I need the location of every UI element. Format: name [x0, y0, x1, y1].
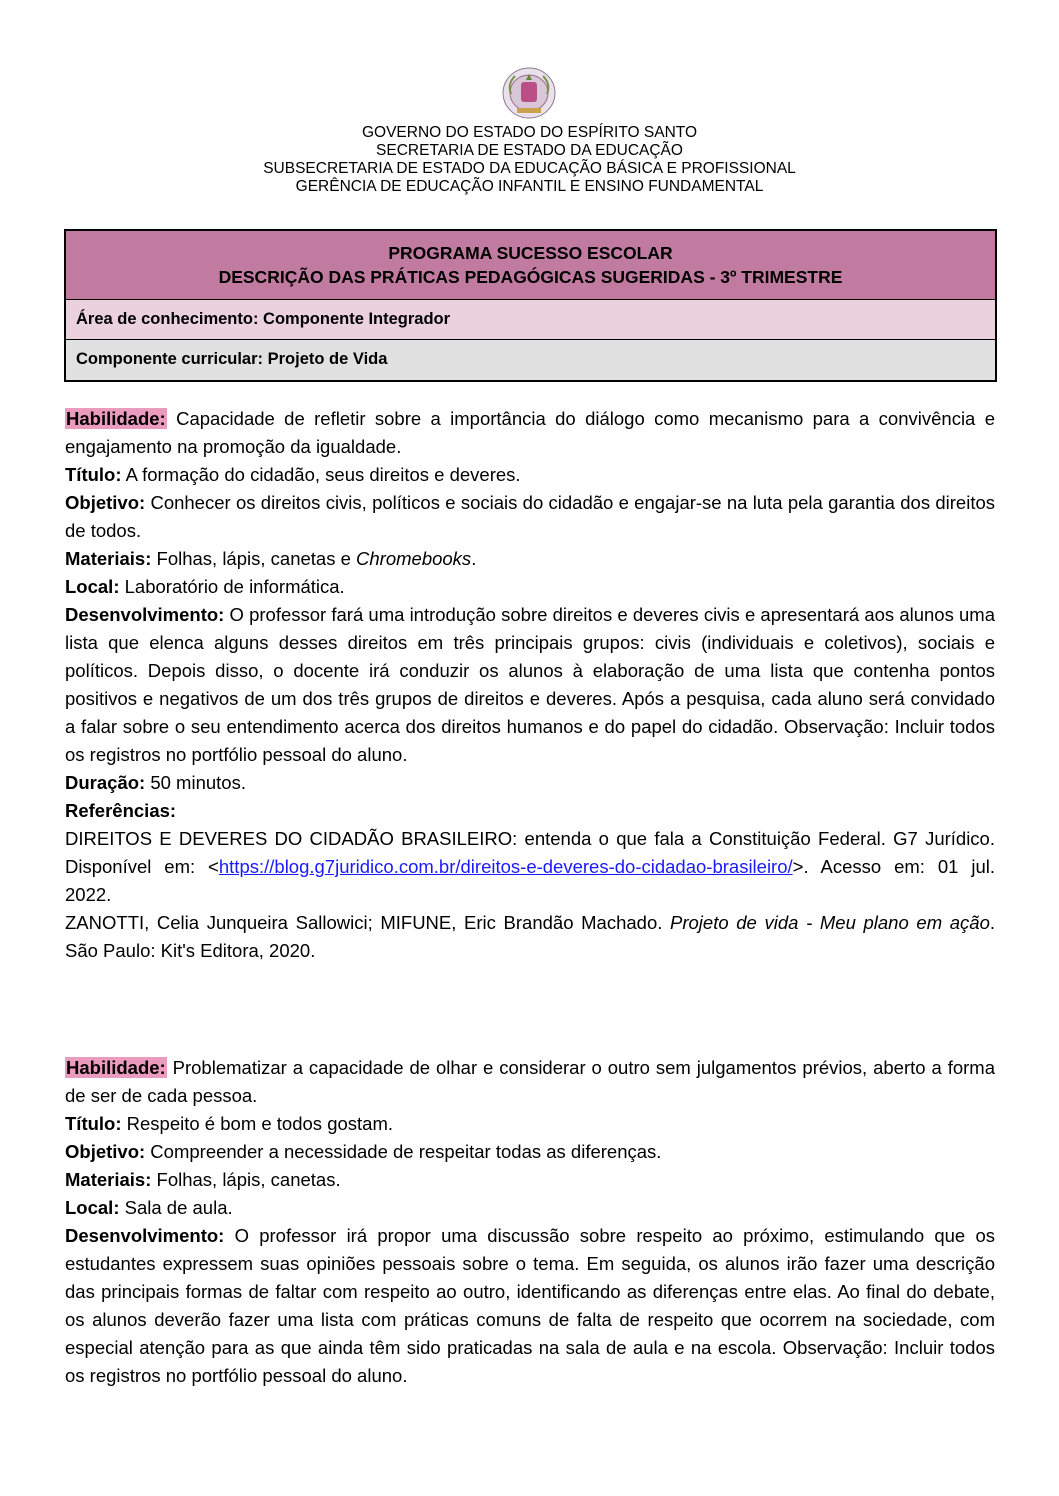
activity-2-development — [65, 1222, 995, 1390]
reference-2-italic: Projeto de vida - Meu plano em ação — [670, 912, 990, 933]
development-text: O professor irá propor uma discussão sobre respeito ao próximo, estimulando que os estudantes expressem suas opiniões pessoais sobre o tema. Em seguida, os alunos irão fazer uma descrição das principais formas de faltar com respeito ao outro, identificando as diferenças entre elas. Ao final do debate, os alunos deverão fazer uma lista com práticas comuns de falta de respeito que ocorrem na sociedade, com especial atenção para as que ainda têm sido praticadas na sala de aula e na escola. Observação: Incluir todos os registros no portfólio pessoal do aluno. — [65, 1225, 995, 1386]
header-line-3: SUBSECRETARIA DE ESTADO DA EDUCAÇÃO BÁSICA E PROFISSIONAL — [263, 160, 796, 177]
location-text: Laboratório de informática. — [119, 576, 345, 597]
skill-text: Problematizar a capacidade de olhar e considerar o outro sem julgamentos prévios, aberto a forma de ser de cada pessoa. — [65, 1057, 995, 1106]
activity-2-location — [65, 1194, 995, 1222]
header-line-4: GERÊNCIA DE EDUCAÇÃO INFANTIL E ENSINO FUNDAMENTAL — [295, 178, 764, 195]
materials-end: . — [471, 548, 477, 569]
materials-text: Folhas, lápis, canetas e — [151, 548, 357, 569]
objective-text: Conhecer os direitos civis, políticos e sociais do cidadão e engajar-se na luta pela garantia dos direitos de todos. — [65, 492, 995, 541]
objective-label: Objetivo: — [65, 492, 146, 513]
reference-2 — [65, 909, 995, 965]
program-title: PROGRAMA SUCESSO ESCOLAR — [388, 243, 673, 263]
location-label: Local: — [65, 576, 120, 597]
title-text: Respeito é bom e todos gostam. — [121, 1113, 393, 1134]
header-line-1: GOVERNO DO ESTADO DO ESPÍRITO SANTO — [361, 124, 698, 141]
title-label: Título: — [65, 464, 122, 485]
location-label: Local: — [65, 1197, 120, 1218]
objective-text: Compreender a necessidade de respeitar todas as diferenças. — [145, 1141, 662, 1162]
location-text: Sala de aula. — [119, 1197, 233, 1218]
skill-label: Habilidade: — [66, 1057, 166, 1078]
reference-1-start: DIREITOS E DEVERES DO CIDADÃO BRASILEIRO: entenda o que fala a Constituição Federal. G7 Jurídico. Disponível em: < — [65, 828, 995, 877]
skill-text: Capacidade de refletir sobre a importância do diálogo como mecanismo para a convivência e engajamento na promoção da igualdade. — [65, 408, 995, 457]
activity-1-objective — [65, 489, 995, 545]
activity-1-title — [65, 461, 995, 489]
curricular-component-row: Componente curricular: Projeto de Vida — [66, 340, 995, 380]
development-label: Desenvolvimento: — [65, 604, 225, 625]
activity-1-duration — [65, 769, 995, 797]
reference-1 — [65, 825, 995, 909]
state-coat-of-arms-icon — [499, 64, 559, 122]
development-label: Desenvolvimento: — [65, 1225, 225, 1246]
program-subtitle: DESCRIÇÃO DAS PRÁTICAS PEDAGÓGICAS SUGERIDAS - 3º TRIMESTRE — [218, 267, 843, 287]
program-info-table — [64, 229, 997, 382]
knowledge-area-row: Área de conhecimento: Componente Integrador — [66, 300, 995, 340]
activity-2-materials — [65, 1166, 995, 1194]
references-heading: Referências: — [65, 800, 177, 821]
skill-label: Habilidade: — [66, 408, 166, 429]
materials-text: Folhas, lápis, canetas. — [151, 1169, 341, 1190]
activity-2-skill — [65, 1054, 995, 1110]
program-title-cell — [66, 231, 995, 300]
development-text: O professor fará uma introdução sobre direitos e deveres civis e apresentará aos alunos uma lista que elenca alguns desses direitos em três principais grupos: civis (individuais e coletivos), sociais e políticos. Depois disso, o docente irá conduzir os alunos à elaboração de uma lista que contenha pontos positivos e negativos de um dos três grupos de direitos e deveres. Após a pesquisa, cada aluno será convidado a falar sobre o seu entendimento acerca dos direitos humanos e do papel do cidadão. Observação: Incluir todos os registros no portfólio pessoal do aluno. — [65, 604, 995, 765]
duration-label: Duração: — [65, 772, 146, 793]
duration-text: 50 minutos. — [145, 772, 246, 793]
materials-label: Materiais: — [65, 1169, 152, 1190]
activity-2-title — [65, 1110, 995, 1138]
reference-1-link[interactable]: https://blog.g7juridico.com.br/direitos-e-deveres-do-cidadao-brasileiro/ — [218, 856, 793, 877]
materials-italic: Chromebooks — [356, 548, 472, 569]
reference-2-end: . São Paulo: Kit's Editora, 2020. — [65, 912, 995, 961]
reference-1-end: >. Acesso em: 01 jul. 2022. — [65, 856, 995, 905]
title-text: A formação do cidadão, seus direitos e deveres. — [121, 464, 521, 485]
activity-1-development — [65, 601, 995, 769]
activity-2 — [65, 1054, 995, 1390]
activity-1 — [65, 405, 995, 965]
activity-1-materials — [65, 545, 995, 573]
reference-2-start: ZANOTTI, Celia Junqueira Sallowici; MIFUNE, Eric Brandão Machado. — [65, 912, 671, 933]
government-header — [0, 124, 1059, 196]
materials-label: Materiais: — [65, 548, 152, 569]
activity-1-skill — [65, 405, 995, 461]
header-line-2: SECRETARIA DE ESTADO DA EDUCAÇÃO — [376, 142, 683, 159]
title-label: Título: — [65, 1113, 122, 1134]
activity-2-objective — [65, 1138, 995, 1166]
activity-1-location — [65, 573, 995, 601]
objective-label: Objetivo: — [65, 1141, 146, 1162]
